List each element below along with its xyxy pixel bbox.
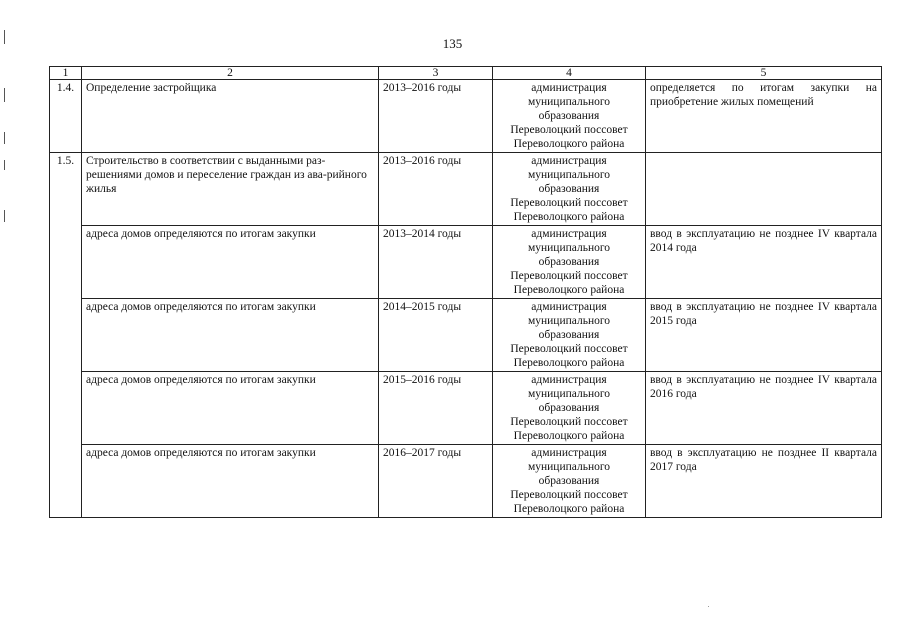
executor-line: образования bbox=[538, 183, 600, 195]
scan-margin-mark bbox=[4, 210, 5, 222]
executor-line: Переволоцкий поссовет bbox=[510, 343, 628, 355]
measure-name: адреса домов определяются по итогам закупки bbox=[82, 445, 379, 518]
column-header: 1 bbox=[50, 67, 82, 80]
period: 2014–2015 годы bbox=[379, 299, 493, 372]
expected-result: ввод в эксплуатацию не позднее IV квартала 2015 года bbox=[646, 299, 882, 372]
expected-result: ввод в эксплуатацию не позднее II квартала 2017 года bbox=[646, 445, 882, 518]
row-number bbox=[50, 445, 82, 518]
scan-speck bbox=[708, 606, 709, 607]
expected-result bbox=[646, 153, 882, 226]
scan-margin-mark bbox=[4, 160, 5, 170]
executor-line: Переволоцкого района bbox=[513, 138, 625, 150]
period: 2013–2016 годы bbox=[379, 80, 493, 153]
table-row bbox=[50, 226, 882, 299]
executor-line: администрация bbox=[531, 374, 607, 386]
table-header-row bbox=[50, 67, 882, 80]
executor-line: Переволоцкого района bbox=[513, 211, 625, 223]
measures-table bbox=[49, 66, 882, 518]
executor-line: Переволоцкий поссовет bbox=[510, 124, 628, 136]
executor-line: администрация bbox=[531, 228, 607, 240]
period: 2015–2016 годы bbox=[379, 372, 493, 445]
row-number bbox=[50, 372, 82, 445]
measure-name: адреса домов определяются по итогам закупки bbox=[82, 372, 379, 445]
executor-line: Переволоцкий поссовет bbox=[510, 416, 628, 428]
table-row bbox=[50, 80, 882, 153]
column-header: 4 bbox=[493, 67, 646, 80]
measure-name: Определение застройщика bbox=[82, 80, 379, 153]
expected-result: определяется по итогам закупки на приобретение жилых помещений bbox=[646, 80, 882, 153]
executor-line: образования bbox=[538, 402, 600, 414]
executor-line: образования bbox=[538, 329, 600, 341]
table-row bbox=[50, 445, 882, 518]
row-number bbox=[50, 299, 82, 372]
expected-result: ввод в эксплуатацию не позднее IV квартала 2014 года bbox=[646, 226, 882, 299]
page-number: 135 bbox=[442, 36, 463, 51]
row-number: 1.4. bbox=[50, 80, 82, 153]
table-row bbox=[50, 153, 882, 226]
executor-line: муниципального bbox=[527, 169, 611, 181]
executor-line: муниципального bbox=[527, 242, 611, 254]
column-header: 5 bbox=[646, 67, 882, 80]
executor-line: Переволоцкий поссовет bbox=[510, 489, 628, 501]
executor-line: администрация bbox=[531, 301, 607, 313]
executor-line: администрация bbox=[531, 447, 607, 459]
executor bbox=[493, 445, 646, 518]
executor-line: Переволоцкого района bbox=[513, 284, 625, 296]
scan-margin-mark bbox=[4, 88, 5, 102]
executor-line: Переволоцкого района bbox=[513, 503, 625, 515]
executor-line: Переволоцкий поссовет bbox=[510, 270, 628, 282]
executor-line: образования bbox=[538, 256, 600, 268]
row-number bbox=[50, 226, 82, 299]
scan-margin-mark bbox=[4, 132, 5, 144]
period: 2016–2017 годы bbox=[379, 445, 493, 518]
period: 2013–2014 годы bbox=[379, 226, 493, 299]
executor-line: Переволоцкого района bbox=[513, 357, 625, 369]
measure-name: адреса домов определяются по итогам закупки bbox=[82, 226, 379, 299]
executor bbox=[493, 153, 646, 226]
executor bbox=[493, 372, 646, 445]
executor bbox=[493, 299, 646, 372]
table-row bbox=[50, 372, 882, 445]
executor bbox=[493, 80, 646, 153]
executor-line: муниципального bbox=[527, 461, 611, 473]
scan-margin-mark bbox=[4, 30, 5, 44]
executor bbox=[493, 226, 646, 299]
measure-name: Строительство в соответствии с выданными раз-решениями домов и переселение граждан из ава-рийного жилья bbox=[82, 153, 379, 226]
expected-result: ввод в эксплуатацию не позднее IV квартала 2016 года bbox=[646, 372, 882, 445]
executor-line: Переволоцкого района bbox=[513, 430, 625, 442]
executor-line: образования bbox=[538, 110, 600, 122]
executor-line: Переволоцкий поссовет bbox=[510, 197, 628, 209]
column-header: 3 bbox=[379, 67, 493, 80]
period: 2013–2016 годы bbox=[379, 153, 493, 226]
executor-line: муниципального bbox=[527, 315, 611, 327]
column-header: 2 bbox=[82, 67, 379, 80]
table-row bbox=[50, 299, 882, 372]
measure-name: адреса домов определяются по итогам закупки bbox=[82, 299, 379, 372]
executor-line: муниципального bbox=[527, 388, 611, 400]
executor-line: образования bbox=[538, 475, 600, 487]
executor-line: администрация bbox=[531, 155, 607, 167]
row-number: 1.5. bbox=[50, 153, 82, 226]
executor-line: муниципального bbox=[527, 96, 611, 108]
executor-line: администрация bbox=[531, 82, 607, 94]
